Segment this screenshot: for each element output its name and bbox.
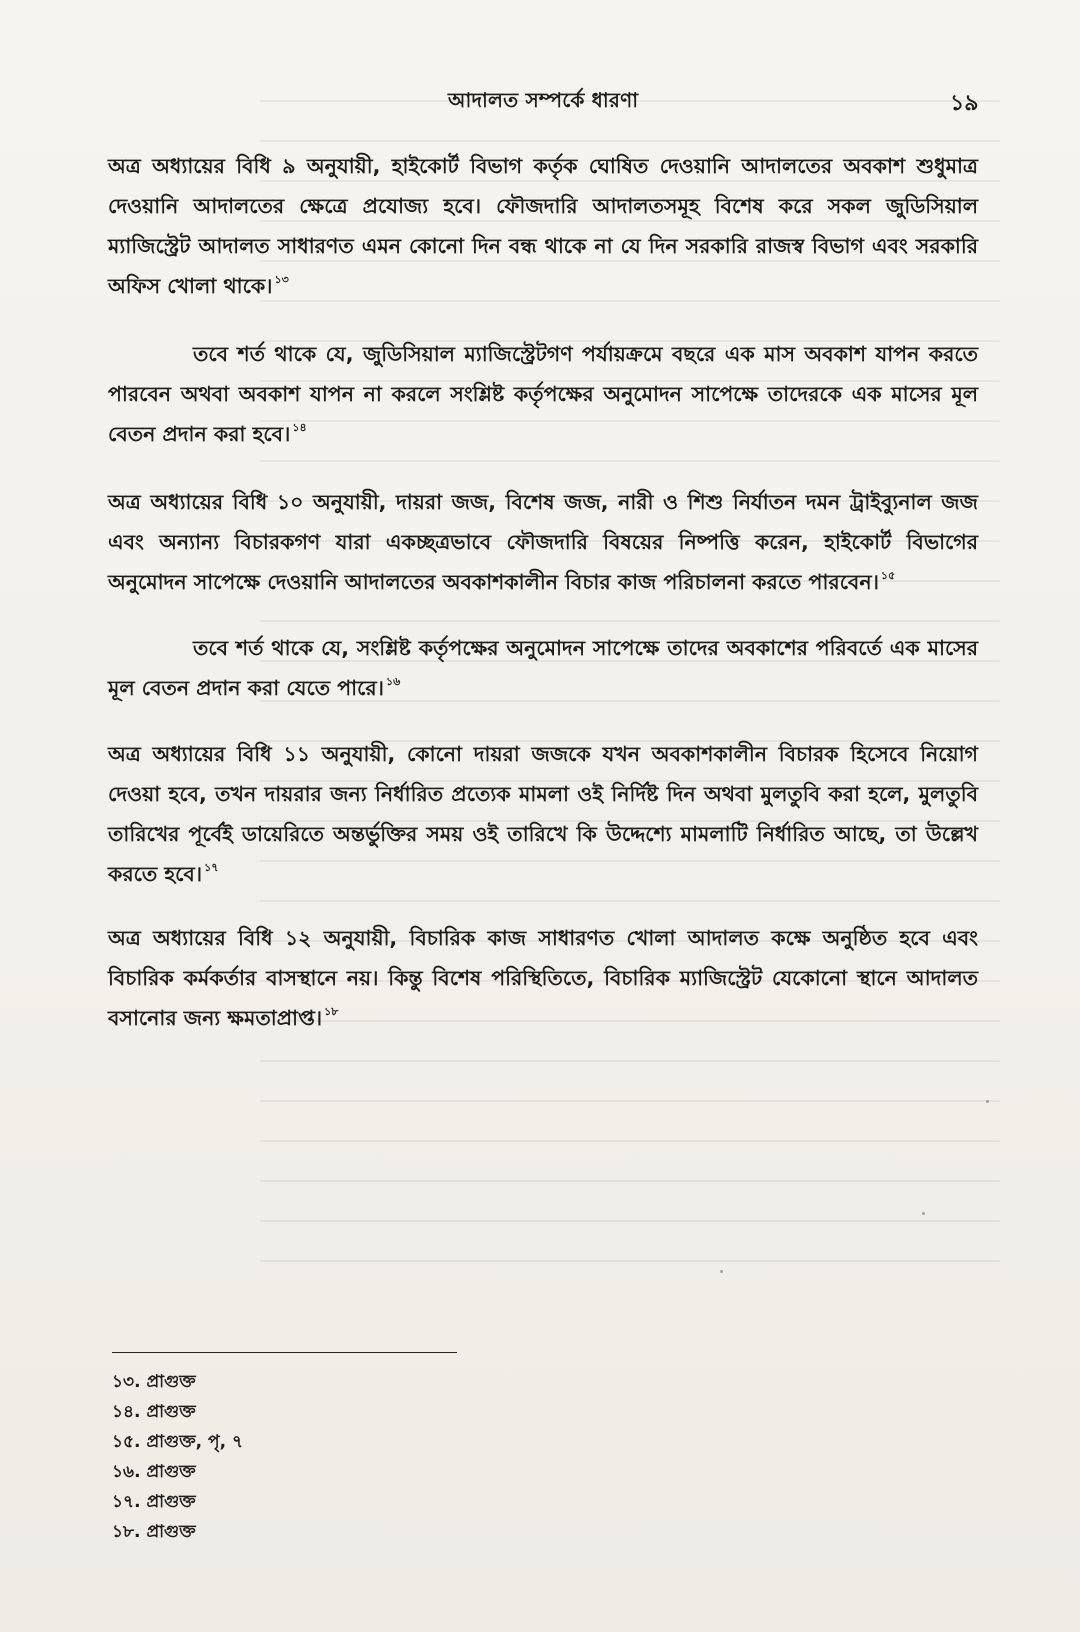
running-header-title: আদালত সম্পর্কে ধারণা bbox=[448, 88, 639, 112]
footnote-reference: ১৫ bbox=[880, 569, 896, 582]
footnote-reference: ১৮ bbox=[324, 1005, 339, 1018]
page-body bbox=[108, 146, 978, 1038]
footnote-item: ১৬. প্রাগুক্ত bbox=[112, 1462, 196, 1482]
footnote-item: ১৫. প্রাগুক্ত, পৃ, ৭ bbox=[112, 1432, 243, 1452]
footnote-reference: ১৩ bbox=[274, 273, 289, 286]
footnote-item: ১৮. প্রাগুক্ত bbox=[112, 1522, 196, 1542]
paragraph-rule-10 bbox=[108, 482, 978, 602]
paragraph-rule-12 bbox=[108, 918, 978, 1038]
scan-speck bbox=[922, 1212, 925, 1215]
paragraph-text: অত্র অধ্যায়ের বিধি ১২ অনুযায়ী, বিচারিক কাজ সাধারণত খোলা আদালত কক্ষে অনুষ্ঠিত হবে এবং বিচারিক কর্মকর্তার বাসস্থানে নয়। কিন্তু বিশেষ পরিস্থিতিতে, বিচারিক ম্যাজিস্ট্রেট যেকোনো স্থানে আদালত বসানোর জন্য ক্ষমতাপ্রাপ্ত। bbox=[108, 926, 978, 1030]
scan-speck bbox=[720, 1270, 723, 1273]
paragraph-rule-11 bbox=[108, 734, 978, 894]
footnote-divider bbox=[112, 1352, 457, 1353]
footnote-item: ১৪. প্রাগুক্ত bbox=[112, 1402, 196, 1422]
footnote-reference: ১৭ bbox=[204, 861, 219, 874]
paragraph-proviso-rule-9 bbox=[108, 334, 978, 454]
footnote-reference: ১৪ bbox=[292, 421, 307, 434]
footnote-reference: ১৬ bbox=[385, 675, 401, 688]
paragraph-text: অত্র অধ্যায়ের বিধি ১০ অনুযায়ী, দায়রা জজ, বিশেষ জজ, নারী ও শিশু নির্যাতন দমন ট্রাইব্যুনাল জজ এবং অন্যান্য বিচারকগণ যারা একচ্ছত্রভাবে ফৌজদারি বিষয়ের নিষ্পত্তি করেন, হাইকোর্ট বিভাগের অনুমোদন সাপেক্ষে দেওয়ানি আদালতের অবকাশকালীন বিচার কাজ পরিচালনা করতে পারবেন। bbox=[108, 490, 978, 594]
footnote-list bbox=[112, 1367, 243, 1547]
paragraph-proviso-rule-10 bbox=[108, 628, 978, 708]
paragraph-text: অত্র অধ্যায়ের বিধি ১১ অনুযায়ী, কোনো দায়রা জজকে যখন অবকাশকালীন বিচারক হিসেবে নিয়োগ দেওয়া হবে, তখন দায়রার জন্য নির্ধারিত প্রত্যেক মামলা ওই নির্দিষ্ট দিন অথবা মুলতুবি করা হলে, মুলতুবি তারিখের পূর্বেই ডায়েরিতে অন্তর্ভুক্তির সময় ওই তারিখে কি উদ্দেশ্যে মামলাটি নির্ধারিত আছে, তা উল্লেখ করতে হবে। bbox=[108, 742, 978, 886]
paragraph-rule-9 bbox=[108, 146, 978, 306]
paragraph-text: তবে শর্ত থাকে যে, জুডিসিয়াল ম্যাজিস্ট্রেটগণ পর্যায়ক্রমে বছরে এক মাস অবকাশ যাপন করতে পারবেন অথবা অবকাশ যাপন না করলে সংশ্লিষ্ট কর্তৃপক্ষের অনুমোদন সাপেক্ষে তাদেরকে এক মাসের মূল বেতন প্রদান করা হবে। bbox=[108, 342, 978, 446]
page-number: ১৯ bbox=[950, 91, 979, 116]
paragraph-text: অত্র অধ্যায়ের বিধি ৯ অনুযায়ী, হাইকোর্ট বিভাগ কর্তৃক ঘোষিত দেওয়ানি আদালতের অবকাশ শুধুমাত্র দেওয়ানি আদালতের ক্ষেত্রে প্রযোজ্য হবে। ফৌজদারি আদালতসমূহ বিশেষ করে সকল জুডিসিয়াল ম্যাজিস্ট্রেট আদালত সাধারণত এমন কোনো দিন বন্ধ থাকে না যে দিন সরকারি রাজস্ব বিভাগ এবং সরকারি অফিস খোলা থাকে। bbox=[108, 154, 978, 298]
footnote-item: ১৩. প্রাগুক্ত bbox=[112, 1372, 196, 1392]
footnote-item: ১৭. প্রাগুক্ত bbox=[112, 1492, 196, 1512]
paragraph-text: তবে শর্ত থাকে যে, সংশ্লিষ্ট কর্তৃপক্ষের অনুমোদন সাপেক্ষে তাদের অবকাশের পরিবর্তে এক মাসের মূল বেতন প্রদান করা যেতে পারে। bbox=[108, 636, 978, 700]
scan-speck bbox=[986, 1100, 989, 1103]
